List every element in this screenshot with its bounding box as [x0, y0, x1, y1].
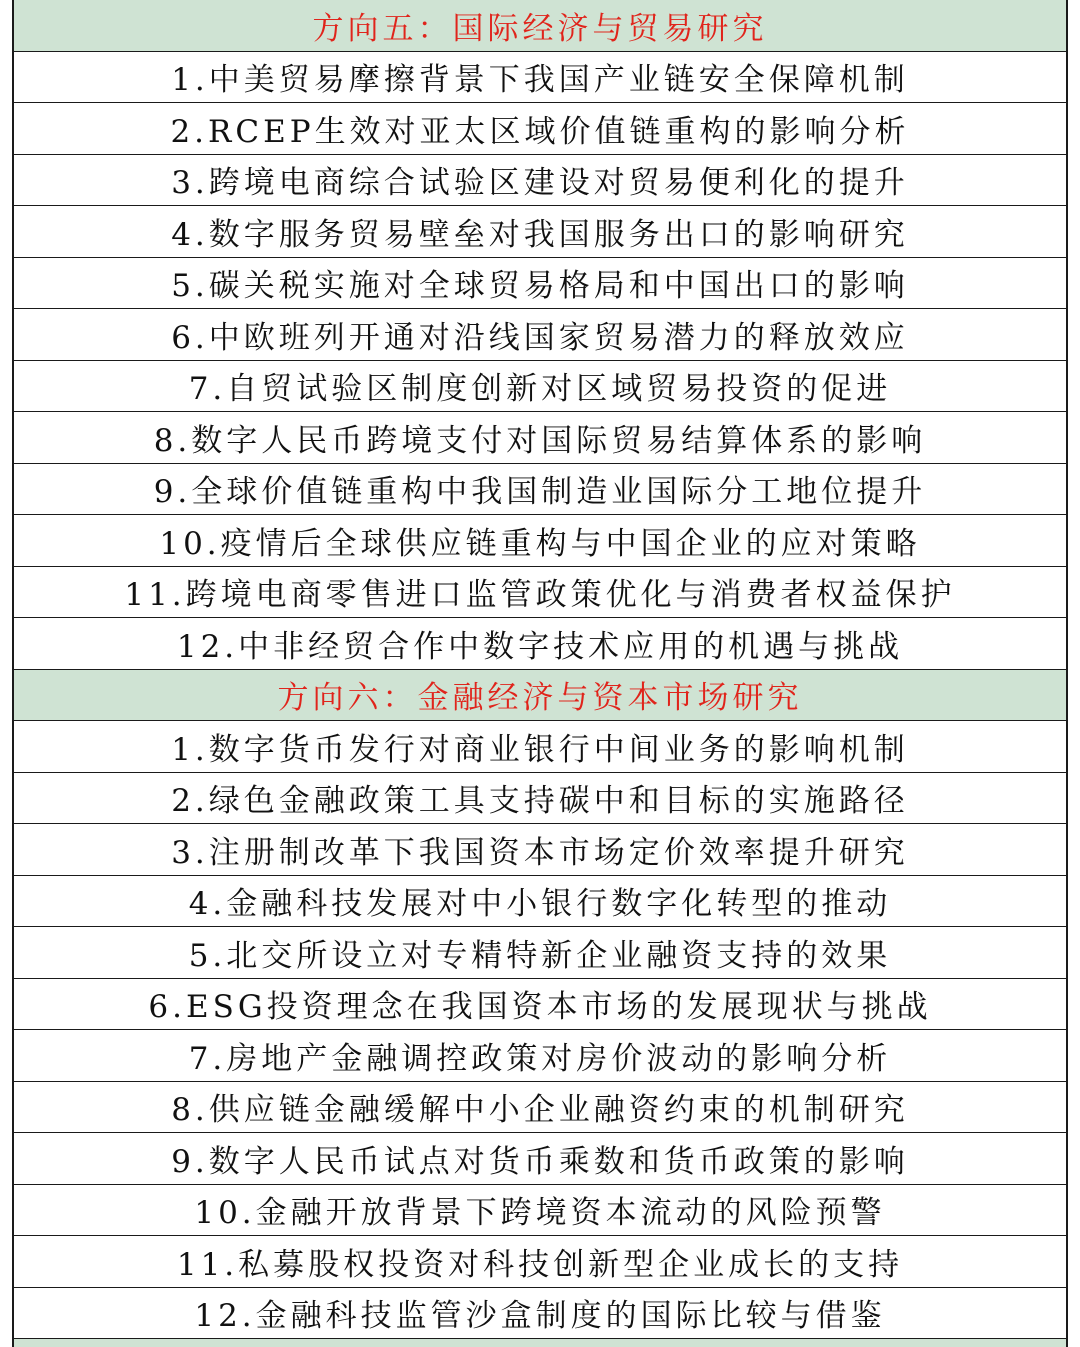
- topic-row: 6.ESG投资理念在我国资本市场的发展现状与挑战: [14, 979, 1066, 1031]
- section-header-6: 方向六：金融经济与资本市场研究: [14, 670, 1066, 722]
- topic-row: 12.中非经贸合作中数字技术应用的机遇与挑战: [14, 618, 1066, 670]
- topic-row: 8.数字人民币跨境支付对国际贸易结算体系的影响: [14, 412, 1066, 464]
- section-header-5: 方向五：国际经济与贸易研究: [14, 0, 1066, 52]
- topic-row: 9.数字人民币试点对货币乘数和货币政策的影响: [14, 1133, 1066, 1185]
- topic-row: 2.RCEP生效对亚太区域价值链重构的影响分析: [14, 103, 1066, 155]
- topic-row: 10.金融开放背景下跨境资本流动的风险预警: [14, 1185, 1066, 1237]
- topic-row: 11.跨境电商零售进口监管政策优化与消费者权益保护: [14, 567, 1066, 619]
- topic-row: 11.私募股权投资对科技创新型企业成长的支持: [14, 1236, 1066, 1288]
- topic-row: 3.注册制改革下我国资本市场定价效率提升研究: [14, 824, 1066, 876]
- topic-row: 7.房地产金融调控政策对房价波动的影响分析: [14, 1030, 1066, 1082]
- topic-row: 1.中美贸易摩擦背景下我国产业链安全保障机制: [14, 52, 1066, 104]
- topic-row: 5.北交所设立对专精特新企业融资支持的效果: [14, 927, 1066, 979]
- topic-row: 9.全球价值链重构中我国制造业国际分工地位提升: [14, 464, 1066, 516]
- topic-row: 2.绿色金融政策工具支持碳中和目标的实施路径: [14, 773, 1066, 825]
- topic-row: 1.数字货币发行对商业银行中间业务的影响机制: [14, 721, 1066, 773]
- topic-row: 10.疫情后全球供应链重构与中国企业的应对策略: [14, 515, 1066, 567]
- topic-row: 12.金融科技监管沙盒制度的国际比较与借鉴: [14, 1288, 1066, 1340]
- topic-row: 4.金融科技发展对中小银行数字化转型的推动: [14, 876, 1066, 928]
- topic-row: 7.自贸试验区制度创新对区域贸易投资的促进: [14, 361, 1066, 413]
- next-section-header-edge: [14, 1339, 1066, 1347]
- topic-table: [12, 0, 1068, 1347]
- topic-row: 6.中欧班列开通对沿线国家贸易潜力的释放效应: [14, 309, 1066, 361]
- topic-row: 4.数字服务贸易壁垒对我国服务出口的影响研究: [14, 206, 1066, 258]
- topic-row: 8.供应链金融缓解中小企业融资约束的机制研究: [14, 1082, 1066, 1134]
- topic-row: 3.跨境电商综合试验区建设对贸易便利化的提升: [14, 155, 1066, 207]
- topic-row: 5.碳关税实施对全球贸易格局和中国出口的影响: [14, 258, 1066, 310]
